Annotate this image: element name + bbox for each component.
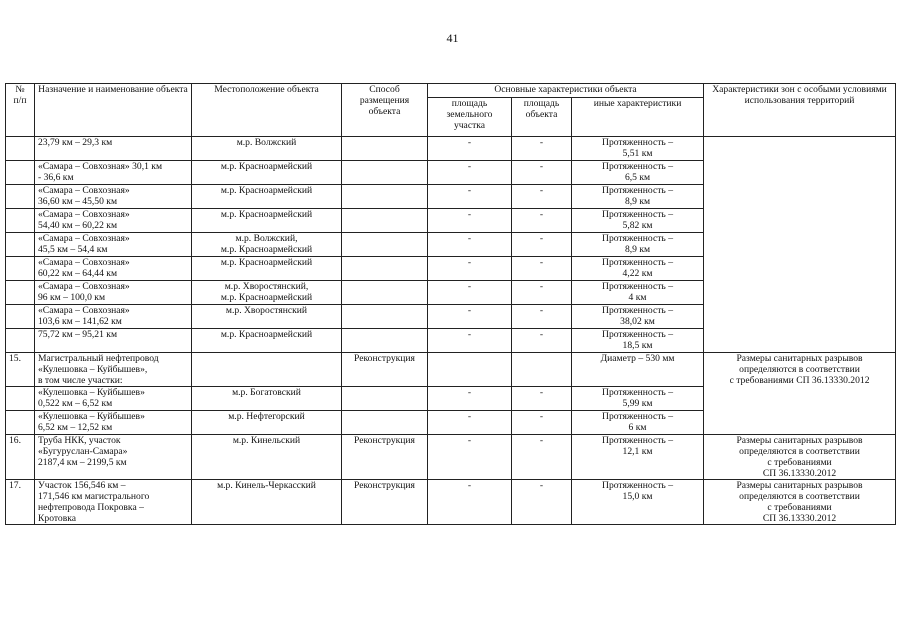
- cell-zone: Размеры санитарных разрывов определяются в соответствии с требованиями СП 36.13330.2012: [704, 435, 896, 480]
- cell-method: [342, 305, 428, 329]
- cell-num: [6, 257, 35, 281]
- cell-other: Протяженность – 15,0 км: [572, 480, 704, 525]
- cell-zone: [704, 137, 896, 353]
- cell-other: Протяженность – 8,9 км: [572, 185, 704, 209]
- cell-object-area: -: [512, 411, 572, 435]
- cell-name: Труба НКК, участок «Бугуруслан-Самара» 2187,4 км – 2199,5 км: [35, 435, 192, 480]
- cell-name: «Самара – Совхозная» 60,22 км – 64,44 км: [35, 257, 192, 281]
- cell-num: [6, 281, 35, 305]
- cell-method: [342, 387, 428, 411]
- cell-object-area: -: [512, 281, 572, 305]
- cell-land-area: -: [428, 137, 512, 161]
- cell-location: м.р. Красноармейский: [192, 161, 342, 185]
- cell-location: м.р. Хворостянский, м.р. Красноармейский: [192, 281, 342, 305]
- cell-num: [6, 137, 35, 161]
- cell-object-area: -: [512, 305, 572, 329]
- header-object-area: площадь объекта: [512, 98, 572, 137]
- cell-object-area: [512, 353, 572, 387]
- cell-num: [6, 209, 35, 233]
- header-zones: Характеристики зон с особыми условиями использования территорий: [704, 84, 896, 137]
- cell-object-area: -: [512, 161, 572, 185]
- header-num: № п/п: [6, 84, 35, 137]
- cell-object-area: -: [512, 435, 572, 480]
- cell-name: Участок 156,546 км – 171,546 км магистрального нефтепровода Покровка – Кротовка: [35, 480, 192, 525]
- cell-land-area: -: [428, 435, 512, 480]
- cell-method: [342, 233, 428, 257]
- header-method: Способ размещения объекта: [342, 84, 428, 137]
- cell-land-area: -: [428, 257, 512, 281]
- cell-other: Протяженность – 8,9 км: [572, 233, 704, 257]
- table-row: [6, 137, 896, 161]
- cell-name: 75,72 км – 95,21 км: [35, 329, 192, 353]
- cell-num: [6, 233, 35, 257]
- cell-num: 16.: [6, 435, 35, 480]
- cell-object-area: -: [512, 137, 572, 161]
- cell-num: 15.: [6, 353, 35, 387]
- cell-other: Диаметр – 530 мм: [572, 353, 704, 387]
- cell-name: Магистральный нефтепровод «Кулешовка – Куйбышев», в том числе участки:: [35, 353, 192, 387]
- cell-object-area: -: [512, 329, 572, 353]
- cell-land-area: -: [428, 281, 512, 305]
- cell-num: [6, 161, 35, 185]
- cell-location: м.р. Красноармейский: [192, 185, 342, 209]
- cell-land-area: -: [428, 329, 512, 353]
- cell-object-area: -: [512, 233, 572, 257]
- header-other: иные характеристики: [572, 98, 704, 137]
- cell-method: [342, 411, 428, 435]
- cell-land-area: -: [428, 480, 512, 525]
- cell-method: [342, 185, 428, 209]
- cell-land-area: -: [428, 411, 512, 435]
- cell-location: м.р. Хворостянский: [192, 305, 342, 329]
- cell-method: [342, 281, 428, 305]
- table-row: [6, 435, 896, 480]
- cell-object-area: -: [512, 209, 572, 233]
- cell-num: [6, 305, 35, 329]
- table-row: [6, 353, 896, 387]
- cell-land-area: -: [428, 185, 512, 209]
- header-land-area: площадь земельного участка: [428, 98, 512, 137]
- cell-location: м.р. Кинель-Черкасский: [192, 480, 342, 525]
- cell-location: [192, 353, 342, 387]
- cell-object-area: -: [512, 185, 572, 209]
- cell-location: м.р. Красноармейский: [192, 257, 342, 281]
- cell-method: [342, 137, 428, 161]
- cell-num: [6, 387, 35, 411]
- cell-other: Протяженность – 5,51 км: [572, 137, 704, 161]
- cell-name: 23,79 км – 29,3 км: [35, 137, 192, 161]
- cell-object-area: -: [512, 480, 572, 525]
- cell-name: «Самара – Совхозная» 96 км – 100,0 км: [35, 281, 192, 305]
- cell-other: Протяженность – 38,02 км: [572, 305, 704, 329]
- cell-name: «Самара – Совхозная» 103,6 км – 141,62 км: [35, 305, 192, 329]
- cell-name: «Самара – Совхозная» 36,60 км – 45,50 км: [35, 185, 192, 209]
- cell-name: «Самара – Совхозная» 30,1 км - 36,6 км: [35, 161, 192, 185]
- table-body: [6, 137, 896, 525]
- cell-zone: Размеры санитарных разрывов определяются в соответствии с требованиями СП 36.13330.2012: [704, 480, 896, 525]
- objects-table: [5, 83, 896, 525]
- cell-name: «Кулешовка – Куйбышев» 0,522 км – 6,52 км: [35, 387, 192, 411]
- cell-method: Реконструкция: [342, 435, 428, 480]
- cell-method: [342, 329, 428, 353]
- cell-name: «Самара – Совхозная» 54,40 км – 60,22 км: [35, 209, 192, 233]
- cell-method: Реконструкция: [342, 480, 428, 525]
- cell-other: Протяженность – 12,1 км: [572, 435, 704, 480]
- cell-land-area: -: [428, 233, 512, 257]
- cell-num: [6, 329, 35, 353]
- cell-num: [6, 411, 35, 435]
- cell-name: «Самара – Совхозная» 45,5 км – 54,4 км: [35, 233, 192, 257]
- cell-object-area: -: [512, 387, 572, 411]
- cell-location: м.р. Красноармейский: [192, 329, 342, 353]
- table-row: [6, 480, 896, 525]
- cell-other: Протяженность – 6,5 км: [572, 161, 704, 185]
- cell-land-area: [428, 353, 512, 387]
- cell-num: [6, 185, 35, 209]
- header-location: Местоположение объекта: [192, 84, 342, 137]
- cell-location: м.р. Красноармейский: [192, 209, 342, 233]
- header-name: Назначение и наименование объекта: [35, 84, 192, 137]
- cell-land-area: -: [428, 161, 512, 185]
- cell-other: Протяженность – 5,99 км: [572, 387, 704, 411]
- header-main-characteristics: Основные характеристики объекта: [428, 84, 704, 98]
- cell-location: м.р. Волжский, м.р. Красноармейский: [192, 233, 342, 257]
- cell-land-area: -: [428, 305, 512, 329]
- cell-other: Протяженность – 18,5 км: [572, 329, 704, 353]
- cell-method: Реконструкция: [342, 353, 428, 387]
- cell-land-area: -: [428, 209, 512, 233]
- cell-num: 17.: [6, 480, 35, 525]
- cell-method: [342, 257, 428, 281]
- cell-object-area: -: [512, 257, 572, 281]
- cell-method: [342, 161, 428, 185]
- cell-zone: Размеры санитарных разрывов определяются в соответствии с требованиями СП 36.13330.2012: [704, 353, 896, 435]
- cell-location: м.р. Кинельский: [192, 435, 342, 480]
- cell-location: м.р. Богатовский: [192, 387, 342, 411]
- page-number: 41: [446, 31, 459, 45]
- cell-location: м.р. Волжский: [192, 137, 342, 161]
- cell-other: Протяженность – 6 км: [572, 411, 704, 435]
- cell-name: «Кулешовка – Куйбышев» 6,52 км – 12,52 км: [35, 411, 192, 435]
- cell-land-area: -: [428, 387, 512, 411]
- cell-other: Протяженность – 4,22 км: [572, 257, 704, 281]
- cell-other: Протяженность – 4 км: [572, 281, 704, 305]
- cell-method: [342, 209, 428, 233]
- cell-other: Протяженность – 5,82 км: [572, 209, 704, 233]
- cell-location: м.р. Нефтегорский: [192, 411, 342, 435]
